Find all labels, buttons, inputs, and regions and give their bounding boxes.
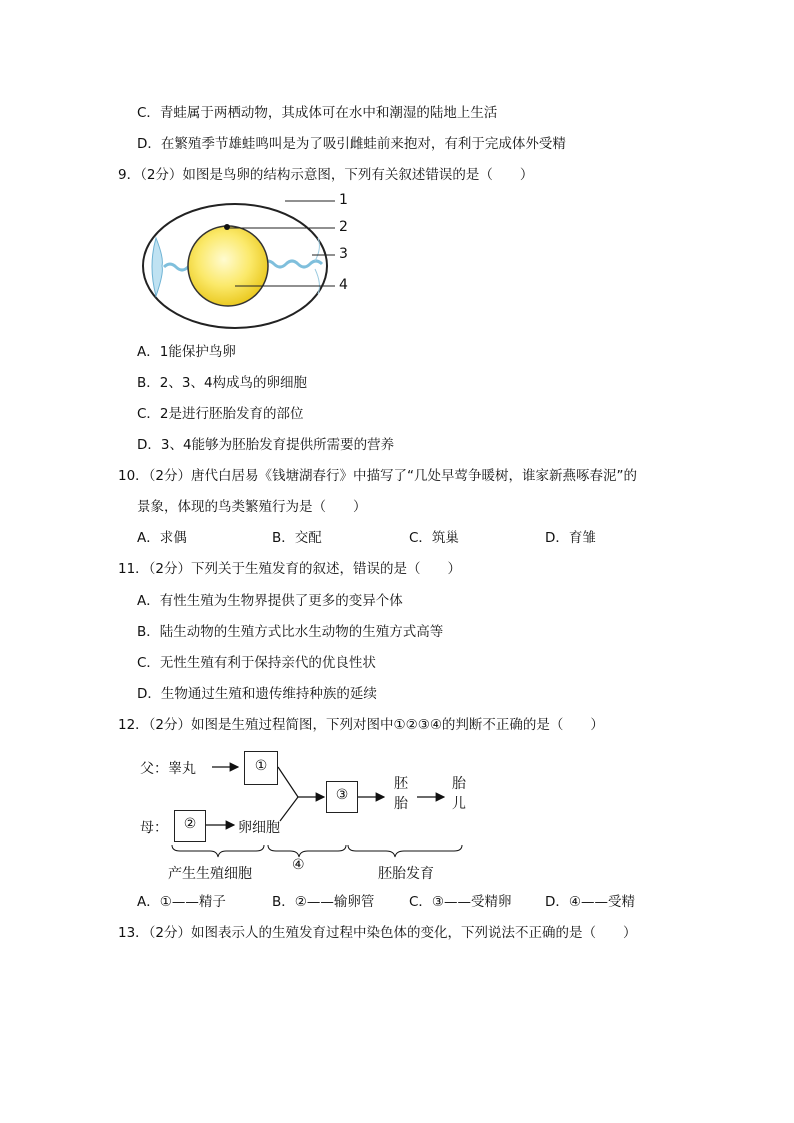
box-2 xyxy=(174,810,206,842)
q12-stem: 12．（2分）如图是生殖过程简图，下列对图中①②③④的判断不正确的是（ ） xyxy=(118,717,604,733)
q10-option-d: D．育雏 xyxy=(545,530,596,546)
brace-label-4: ④ xyxy=(292,857,305,873)
embryo-label-top: 胚 xyxy=(394,776,408,792)
q9-option-b: B．2、3、4构成鸟的卵细胞 xyxy=(137,375,308,391)
q10-option-c: C．筑巢 xyxy=(409,530,459,546)
q9-stem: 9．（2分）如图是鸟卵的结构示意图，下列有关叙述错误的是（ ） xyxy=(118,167,534,183)
q10-option-b: B．交配 xyxy=(272,530,322,546)
q9-option-c: C．2是进行胚胎发育的部位 xyxy=(137,406,304,422)
q10-stem-line1: 10．（2分）唐代白居易《钱塘湖春行》中描写了“几处早莺争暖树，谁家新燕啄春泥”的 xyxy=(118,468,638,484)
brace-label-embryonic-development: 胚胎发育 xyxy=(378,866,434,882)
father-testis-label: 父：睾丸 xyxy=(140,761,196,777)
box-2-label: ② xyxy=(183,816,197,832)
egg-label-1: 1 xyxy=(339,192,348,208)
bird-egg-diagram xyxy=(140,188,370,333)
egg-label-4: 4 xyxy=(339,277,348,293)
egg-yolk xyxy=(188,226,268,306)
box-3-label: ③ xyxy=(335,787,349,803)
brace-label-germ-cells: 产生生殖细胞 xyxy=(168,866,252,882)
fetus-label-bottom: 儿 xyxy=(452,796,466,812)
reproduction-diagram xyxy=(130,745,490,885)
q8-option-c: C．青蛙属于两栖动物，其成体可在水中和潮湿的陆地上生活 xyxy=(137,105,498,121)
q13-stem: 13．（2分）如图表示人的生殖发育过程中染色体的变化，下列说法不正确的是（ ） xyxy=(118,925,637,941)
q12-option-a: A．①——精子 xyxy=(137,894,226,910)
q11-stem: 11．（2分）下列关于生殖发育的叙述，错误的是（ ） xyxy=(118,561,462,577)
embryo-label-bottom: 胎 xyxy=(394,796,408,812)
q10-option-a: A．求偶 xyxy=(137,530,187,546)
box-1-label: ① xyxy=(254,758,268,774)
fetus-label-top: 胎 xyxy=(452,776,466,792)
q9-option-a: A．1能保护鸟卵 xyxy=(137,344,236,360)
q9-option-d: D．3、4能够为胚胎发育提供所需要的营养 xyxy=(137,437,395,453)
q11-option-b: B．陆生动物的生殖方式比水生动物的生殖方式高等 xyxy=(137,624,444,640)
q8-option-d: D．在繁殖季节雄蛙鸣叫是为了吸引雌蛙前来抱对，有利于完成体外受精 xyxy=(137,136,566,152)
q11-option-c: C．无性生殖有利于保持亲代的优良性状 xyxy=(137,655,376,671)
egg-cell-label: 卵细胞 xyxy=(238,820,280,836)
germinal-disc xyxy=(224,224,230,230)
q11-option-d: D．生物通过生殖和遗传维持种族的延续 xyxy=(137,686,377,702)
box-3 xyxy=(326,781,358,813)
q12-option-d: D．④——受精 xyxy=(545,894,635,910)
q10-stem-line2: 景象，体现的鸟类繁殖行为是（ ） xyxy=(137,499,367,515)
q12-option-b: B．②——输卵管 xyxy=(272,894,375,910)
q11-option-a: A．有性生殖为生物界提供了更多的变异个体 xyxy=(137,593,403,609)
egg-label-3: 3 xyxy=(339,246,348,262)
mother-label: 母： xyxy=(140,820,168,836)
q12-option-c: C．③——受精卵 xyxy=(409,894,512,910)
box-1 xyxy=(244,751,278,785)
egg-label-2: 2 xyxy=(339,219,348,235)
